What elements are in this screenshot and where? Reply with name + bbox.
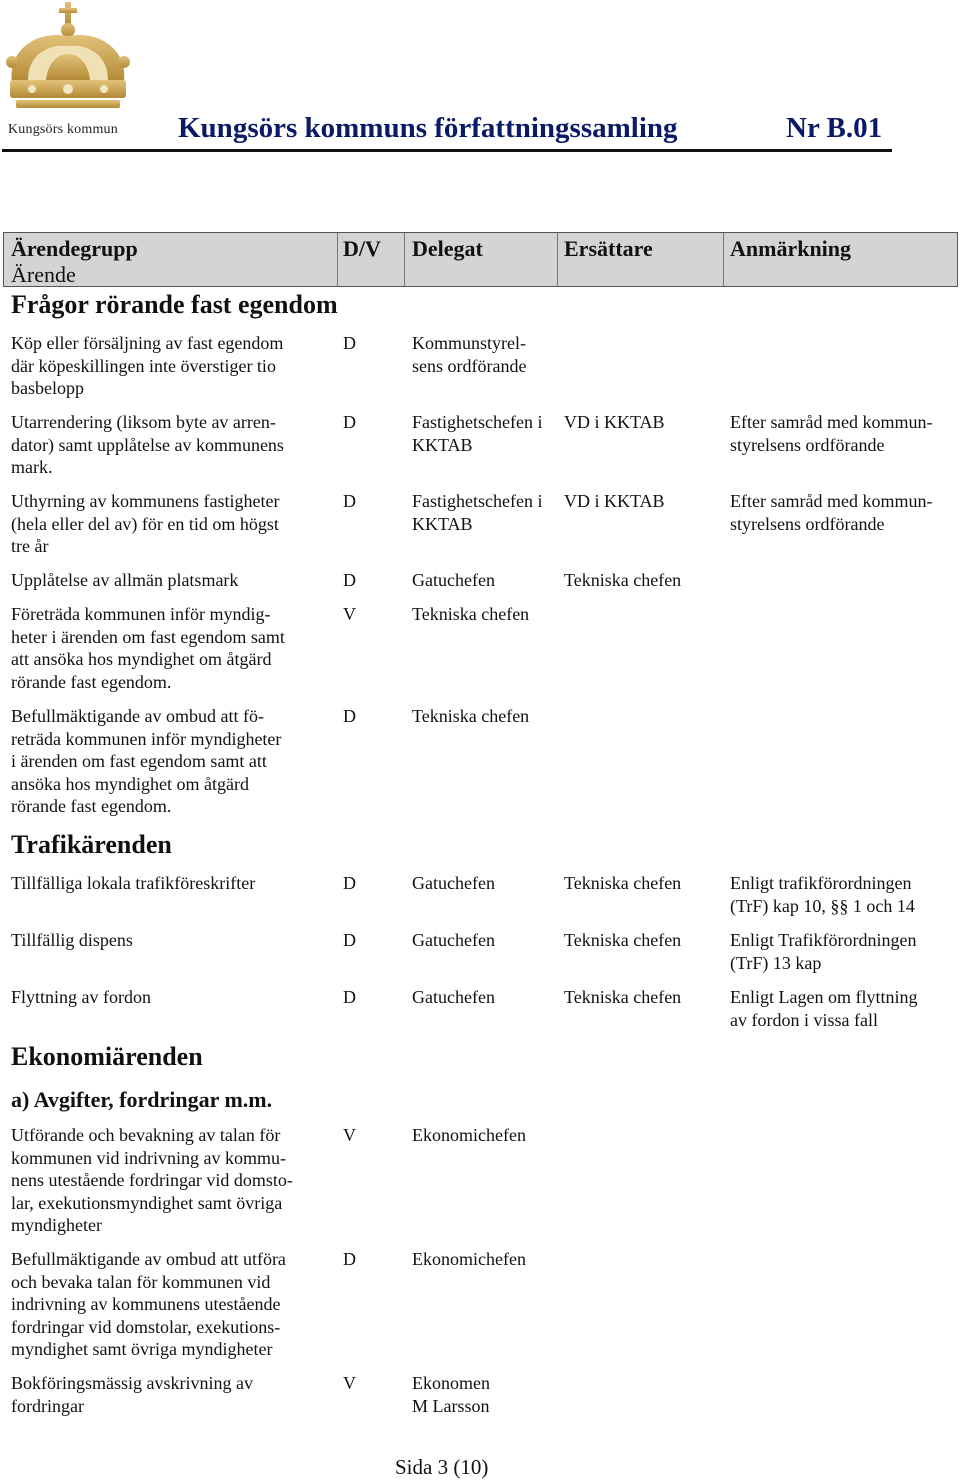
row-arende: Uthyrning av kommunens fastigheter (hela eller del av) för en tid om högst tre år [11, 491, 280, 557]
header-dv: D/V [343, 236, 381, 261]
header-rule [2, 149, 892, 152]
row-dv: D [343, 333, 356, 353]
header-arende: Ärende [11, 262, 76, 287]
row-dv: D [343, 987, 356, 1007]
column-divider [723, 233, 724, 286]
section-heading-trafik: Trafikärenden [11, 830, 172, 859]
row-arende: Utförande och bevakning av talan för kommunen vid indrivning av kommu- nens utestående fordringar vid domsto- lar, exekutionsmyndighet samt övriga myndigheter [11, 1125, 293, 1236]
row-ersattare: Tekniska chefen [564, 930, 682, 950]
row-dv: V [343, 1373, 356, 1393]
row-delegat: Gatuchefen [412, 930, 495, 950]
row-dv: D [343, 706, 356, 726]
row-dv: V [343, 604, 356, 624]
row-arende: Bokföringsmässig avskrivning av fordringar [11, 1373, 253, 1416]
row-delegat: Ekonomichefen [412, 1125, 526, 1145]
row-arende: Företräda kommunen inför myndig- heter i ärenden om fast egendom samt att ansöka hos myndighet om åtgärd rörande fast egendom. [11, 604, 285, 692]
row-dv: D [343, 873, 356, 893]
row-dv: D [343, 570, 356, 590]
row-delegat: Tekniska chefen [412, 604, 530, 624]
row-ersattare: Tekniska chefen [564, 570, 682, 590]
publication-title: Kungsörs kommuns författningssamling [178, 112, 678, 144]
row-delegat: Ekonomen M Larsson [412, 1373, 490, 1416]
row-arende: Utarrendering (liksom byte av arren- dator) samt upplåtelse av kommunens mark. [11, 412, 284, 478]
column-divider [404, 233, 405, 286]
row-anmarkning: Efter samråd med kommun- styrelsens ordförande [730, 412, 933, 455]
row-delegat: Fastighetschefen i KKTAB [412, 491, 543, 534]
row-arende: Upplåtelse av allmän platsmark [11, 570, 239, 590]
row-ersattare: Tekniska chefen [564, 987, 682, 1007]
header-ersattare: Ersättare [564, 236, 653, 261]
row-anmarkning: Enligt Trafikförordningen (TrF) 13 kap [730, 930, 917, 973]
header-anmarkning: Anmärkning [730, 236, 852, 261]
row-anmarkning: Enligt trafikförordningen (TrF) kap 10, §§ 1 och 14 [730, 873, 915, 916]
row-delegat: Fastighetschefen i KKTAB [412, 412, 543, 455]
row-arende: Befullmäktigande av ombud att utföra och bevaka talan för kommunen vid indrivning av kommunens utestående fordringar vid domstolar, exekutions- myndighet samt övriga myndigheter [11, 1249, 286, 1360]
row-dv: D [343, 491, 356, 511]
row-arende: Tillfälliga lokala trafikföreskrifter [11, 873, 256, 893]
row-delegat: Gatuchefen [412, 987, 495, 1007]
row-arende: Tillfällig dispens [11, 930, 133, 950]
header-delegat: Delegat [412, 236, 483, 261]
row-delegat: Kommunstyrel- sens ordförande [412, 333, 527, 376]
section-heading-fast-egendom: Frågor rörande fast egendom [11, 290, 338, 319]
row-anmarkning: Enligt Lagen om flyttning av fordon i vissa fall [730, 987, 918, 1030]
row-arende: Köp eller försäljning av fast egendom där köpeskillingen inte överstiger tio basbelopp [11, 333, 284, 399]
row-delegat: Ekonomichefen [412, 1249, 526, 1269]
subsection-heading-avgifter: a) Avgifter, fordringar m.m. [11, 1087, 273, 1112]
row-ersattare: VD i KKTAB [564, 412, 665, 432]
row-ersattare: Tekniska chefen [564, 873, 682, 893]
row-dv: D [343, 930, 356, 950]
column-divider [557, 233, 558, 286]
row-ersattare: VD i KKTAB [564, 491, 665, 511]
row-dv: V [343, 1125, 356, 1145]
row-anmarkning: Efter samråd med kommun- styrelsens ordförande [730, 491, 933, 534]
row-arende: Flyttning av fordon [11, 987, 151, 1007]
row-delegat: Tekniska chefen [412, 706, 530, 726]
logo-text: Kungsörs kommun [8, 122, 118, 137]
row-dv: D [343, 412, 356, 432]
section-heading-ekonomi: Ekonomiärenden [11, 1042, 203, 1071]
header-arendegrupp: Ärendegrupp [11, 236, 138, 261]
row-delegat: Gatuchefen [412, 873, 495, 893]
page-number: Sida 3 (10) [395, 1455, 489, 1479]
column-divider [337, 233, 338, 286]
row-arende: Befullmäktigande av ombud att fö- reträda kommunen inför myndigheter i ärenden om fast egendom samt att ansöka hos myndighet om åtgärd rörande fast egendom. [11, 706, 282, 817]
row-delegat: Gatuchefen [412, 570, 495, 590]
document-number: Nr B.01 [786, 112, 883, 144]
row-dv: D [343, 1249, 356, 1269]
